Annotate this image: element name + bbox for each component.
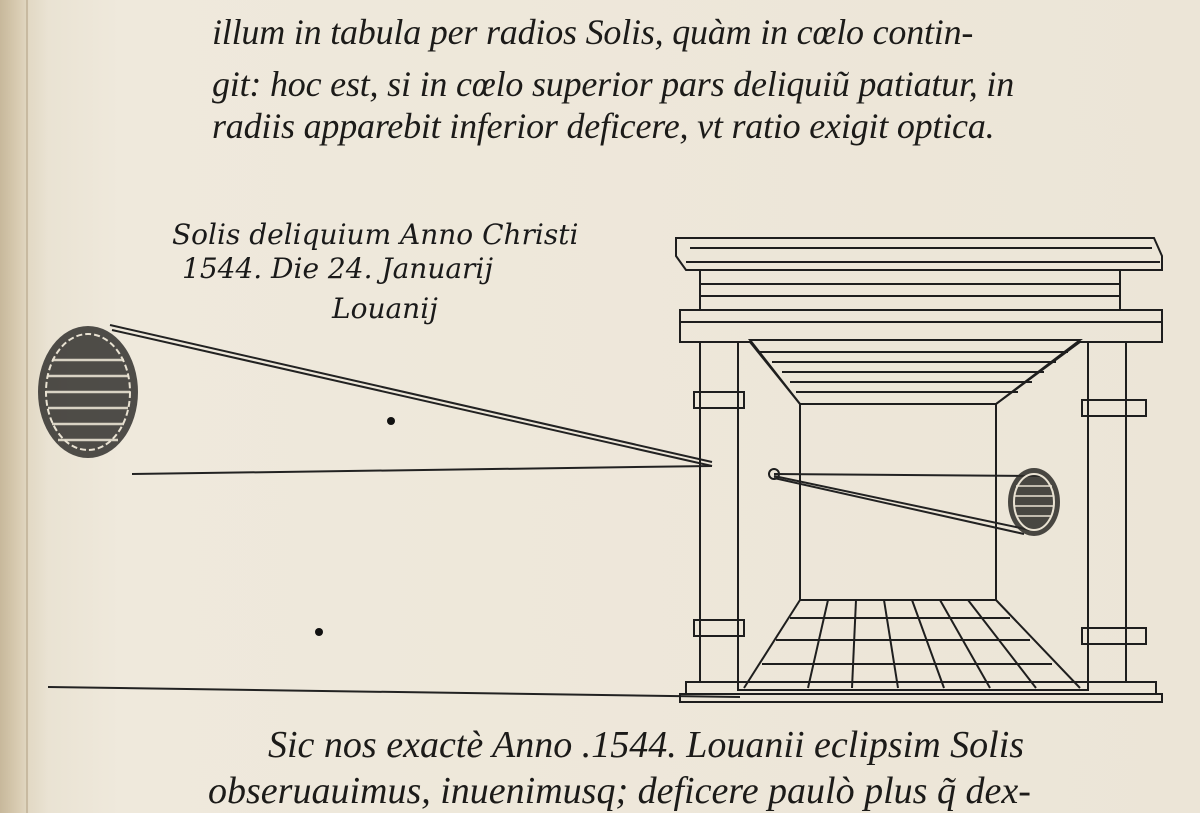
pinhole-projection [769, 469, 1040, 534]
projected-sun-image [1008, 468, 1060, 536]
sun-drawing [38, 326, 138, 458]
camera-obscura-building [676, 238, 1162, 702]
handwritten-caption-line-3: Louanij [332, 292, 438, 325]
sun-rays [110, 325, 712, 474]
body-text-line-5: obseruauimus, inuenimusq; deficere paulò plus q̃ dex- [208, 770, 1031, 812]
body-text-line-4: Sic nos exactè Anno .1544. Louanii eclipsim Solis [268, 724, 1025, 766]
ground-line [48, 687, 740, 697]
body-text-line-3: radiis apparebit inferior deficere, vt ratio exigit optica. [212, 106, 995, 146]
body-text-line-1: illum in tabula per radios Solis, quàm in cœlo contin- [212, 12, 974, 52]
handwritten-caption-line-2: 1544. Die 24. Januarij [182, 252, 494, 285]
page-dot [315, 628, 323, 636]
page-dot [387, 417, 395, 425]
handwritten-caption-line-1: Solis deliquium Anno Christi [172, 218, 579, 251]
body-text-line-2: git: hoc est, si in cœlo superior pars deliquiũ patiatur, in [212, 64, 1015, 104]
